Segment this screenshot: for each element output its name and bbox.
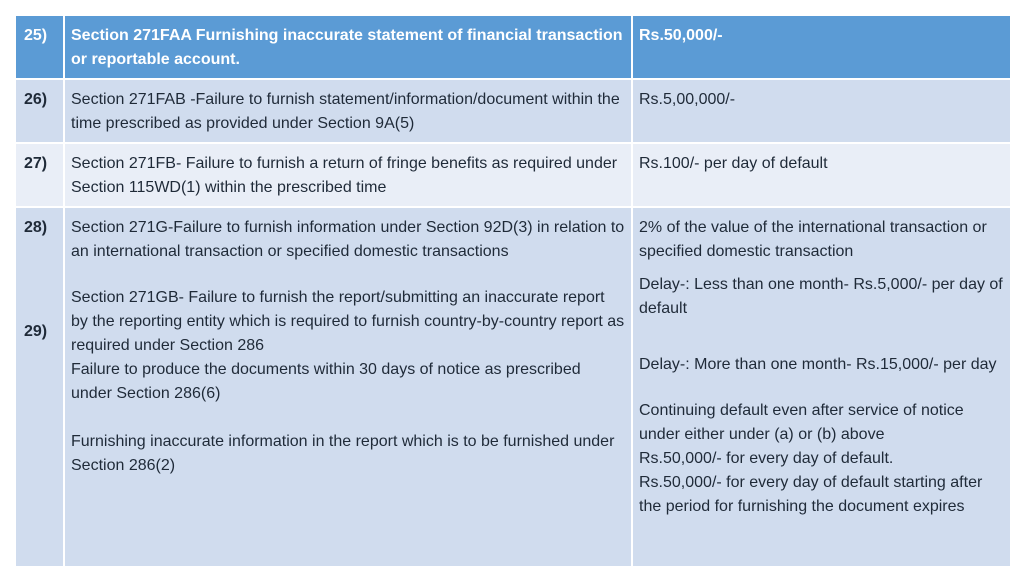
penalty-delay-less: Delay-: Less than one month- Rs.5,000/- per day of default bbox=[639, 276, 1003, 317]
section-286-6-text: Failure to produce the documents within 30 days of notice as prescribed under Section 286(6) bbox=[71, 361, 581, 402]
penalty-amount: Rs.100/- per day of default bbox=[631, 144, 1010, 206]
penalty-document-expiry: Rs.50,000/- for every day of default starting after the period for furnishing the document expires bbox=[639, 474, 983, 515]
section-286-2-text: Furnishing inaccurate information in the report which is to be furnished under Section 286(2) bbox=[71, 433, 615, 474]
penalty-delay-more: Delay-: More than one month- Rs.15,000/- per day bbox=[639, 356, 997, 373]
row-number-group bbox=[16, 208, 63, 566]
row-number: 25) bbox=[24, 27, 48, 44]
section-271gb-text: Section 271GB- Failure to furnish the report/submitting an inaccurate report by the reporting entity which is required to furnish country-by-country report as required under Section 286 bbox=[71, 289, 625, 354]
row-number: 28) bbox=[24, 219, 48, 236]
row-number: 27) bbox=[24, 155, 48, 172]
section-description: Section 271FAA Furnishing inaccurate statement of financial transaction or reportable account. bbox=[63, 16, 631, 78]
section-description: Section 271FAB -Failure to furnish statement/information/document within the time prescribed as provided under Section 9A(5) bbox=[63, 80, 631, 142]
penalty-271g: 2% of the value of the international transaction or specified domestic transaction bbox=[639, 219, 987, 260]
penalty-amount: Rs.5,00,000/- bbox=[631, 80, 1010, 142]
row-number: 26) bbox=[24, 91, 48, 108]
penalty-amount: Rs.50,000/- bbox=[631, 16, 1010, 78]
section-description bbox=[63, 208, 631, 566]
penalty-amount bbox=[631, 208, 1010, 566]
penalty-per-day: Rs.50,000/- for every day of default. bbox=[639, 450, 894, 467]
table-row bbox=[16, 144, 1010, 208]
penalty-continuing: Continuing default even after service of notice under either under (a) or (b) above bbox=[639, 402, 964, 443]
penalty-table bbox=[16, 16, 1010, 566]
table-row bbox=[16, 80, 1010, 144]
table-row bbox=[16, 208, 1010, 566]
table-row bbox=[16, 16, 1010, 80]
section-description: Section 271FB- Failure to furnish a return of fringe benefits as required under Section 115WD(1) within the prescribed time bbox=[63, 144, 631, 206]
row-number: 29) bbox=[24, 323, 48, 340]
section-271g-text: Section 271G-Failure to furnish information under Section 92D(3) in relation to an international transaction or specified domestic transactions bbox=[71, 219, 625, 260]
